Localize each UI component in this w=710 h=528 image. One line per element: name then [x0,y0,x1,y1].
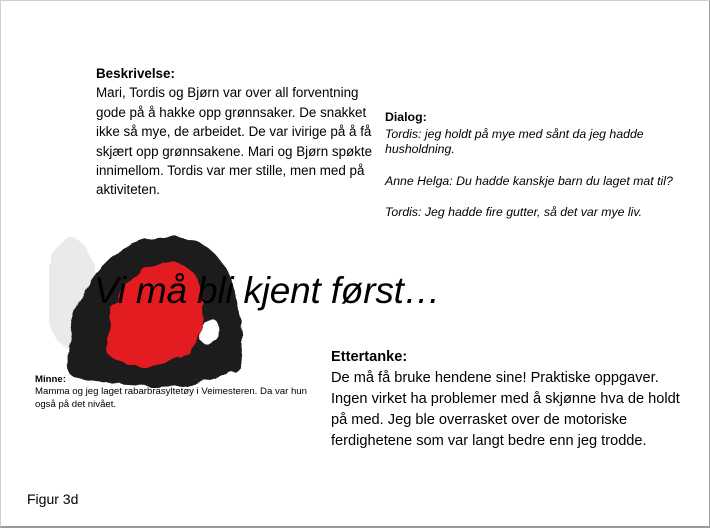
description-text: Mari, Tordis og Bjørn var over all forventning gode på å hakke opp grønnsaker. De snakket ikke så mye, de arbeidet. De var ivirige på å få skjært opp grønnsakene. Mari og Bjørn spøkte innimellom. Tordis var mer stille, men med på aktiviteten. [96,85,373,198]
figure-caption: Figur 3d [27,491,79,507]
memory-text: Mamma og jeg laget rabarbrasyltetøy i Veimesteren. Da var hun også på det nivået. [35,386,307,410]
dialog-section [385,110,685,237]
reflection-heading: Ettertanke: [331,349,408,365]
reflection-section [331,347,691,452]
dialog-line: Tordis: jeg holdt på mye med sånt da jeg hadde husholdning. [385,126,644,157]
memory-heading: Minne: [35,374,66,385]
description-heading: Beskrivelse: [96,66,175,81]
slide-title: Vi må bli kjent først… [94,270,441,311]
description-section [96,64,381,200]
reflection-text: De må få bruke hendene sine! Praktiske oppgaver. Ingen virket ha problemer med å skjønne hva de holdt på med. Jeg ble overrasket over de motoriske ferdighetene som var langt bedre enn jeg trodde. [331,370,680,449]
dialog-line: Anne Helga: Du hadde kanskje barn du laget mat til? [385,173,673,188]
memory-section [35,374,315,411]
dialog-line: Tordis: Jeg hadde fire gutter, så det var mye liv. [385,205,642,220]
dialog-heading: Dialog: [385,110,427,124]
